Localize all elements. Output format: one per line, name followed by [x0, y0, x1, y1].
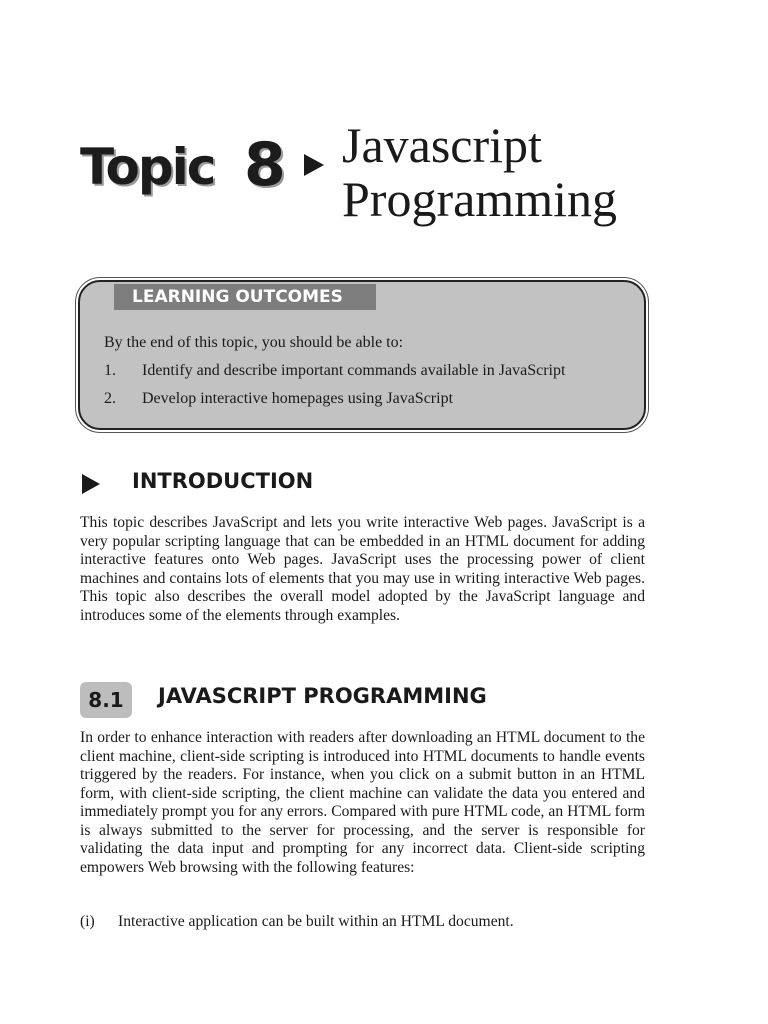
list-item-text: Interactive application can be built within an HTML document. — [118, 913, 514, 930]
list-item — [80, 913, 514, 931]
introduction-heading: INTRODUCTION — [132, 469, 314, 493]
item-text: Develop interactive homepages using JavaScript — [142, 390, 454, 407]
triangle-arrow-icon — [304, 154, 324, 176]
section-title: JAVASCRIPT PROGRAMMING — [158, 684, 487, 708]
topic-title-line-1: Javascript — [342, 117, 542, 173]
item-text: Identify and describe important commands available in JavaScript — [142, 362, 566, 379]
learning-outcome-item — [104, 362, 565, 380]
topic-label: Topic — [80, 138, 215, 196]
learning-outcomes-header: LEARNING OUTCOMES — [114, 284, 376, 310]
introduction-paragraph: This topic describes JavaScript and lets you write interactive Web pages. JavaScript is a very popular scripting language that can be embedded in an HTML document for adding interactive features onto Web pages. JavaScript uses the processing power of client machines and contains lots of elements that you may use in writing interactive Web pages. This topic also describes the overall model adopted by the JavaScript language and introduces some of the elements through examples. — [80, 514, 645, 624]
item-number: 2. — [104, 390, 116, 407]
topic-number: 8 — [244, 130, 284, 200]
triangle-bullet-icon — [82, 474, 100, 494]
learning-outcomes-intro: By the end of this topic, you should be able to: — [104, 334, 404, 351]
section-paragraph: In order to enhance interaction with readers after downloading an HTML document to the client machine, client-side scripting is introduced into HTML documents to handle events triggered by the readers. For instance, when you click on a submit button in an HTML form, with client-side scripting, the client machine can validate the data you entered and immediately prompt you for any errors. Compared with pure HTML code, an HTML form is always submitted to the server for processing, and the server is responsible for validating the data input and prompting for any incorrect data. Client-side scripting empowers Web browsing with the following features: — [80, 729, 645, 876]
topic-title — [342, 118, 617, 226]
topic-title-line-2: Programming — [342, 171, 617, 227]
learning-outcome-item — [104, 390, 453, 408]
section-number-badge: 8.1 — [80, 682, 132, 718]
list-item-marker: (i) — [80, 913, 95, 930]
item-number: 1. — [104, 362, 116, 379]
